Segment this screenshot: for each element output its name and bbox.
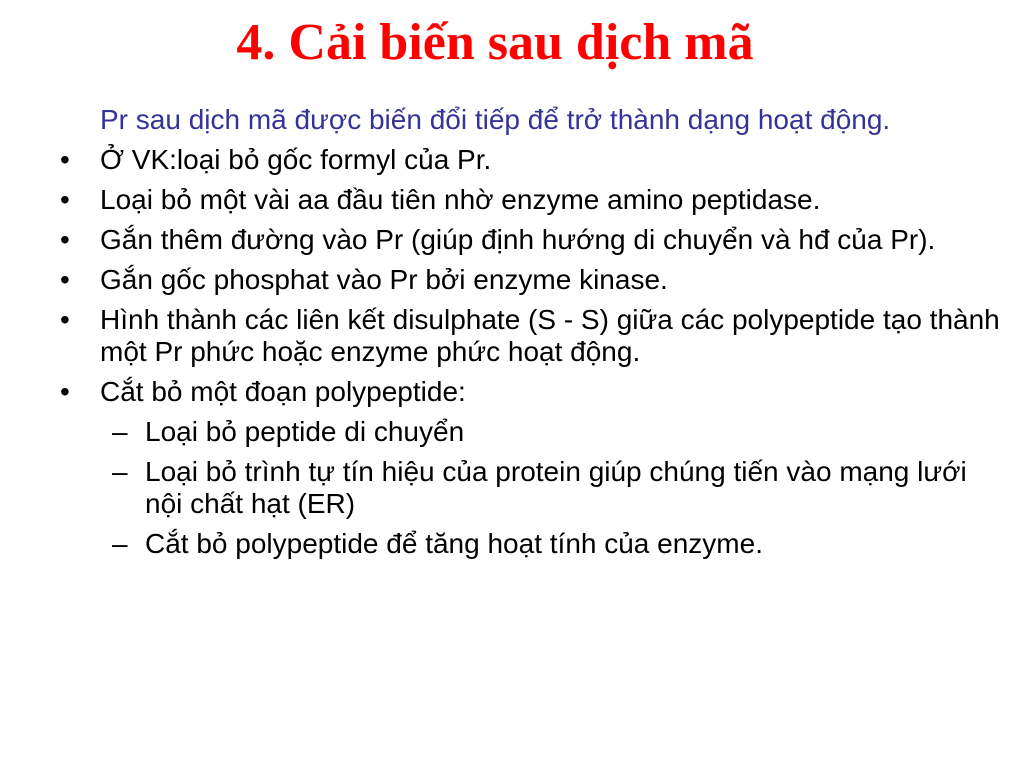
bullet-icon: • [60,304,70,335]
bullet-text: Gắn thêm đường vào Pr (giúp định hướng di chuyển và hđ của Pr). [100,224,936,255]
sub-bullet-item [100,528,1008,560]
bullet-text: Ở VK:loại bỏ gốc formyl của Pr. [100,144,492,175]
sub-bullet-item [100,456,1008,520]
intro-text: Pr sau dịch mã được biến đổi tiếp để trở thành dạng hoạt động. [100,104,891,135]
slide-title: 4. Cải biến sau dịch mã [236,14,754,71]
sub-bullet-text: Loại bỏ trình tự tín hiệu của protein giúp chúng tiến vào mạng lưới nội chất hạt (ER) [145,456,967,519]
bullet-item [58,376,1008,560]
bullet-list [58,144,1008,560]
bullet-icon: • [60,144,70,175]
bullet-text: Loại bỏ một vài aa đầu tiên nhờ enzyme amino peptidase. [100,184,821,215]
sub-bullet-item [100,416,1008,448]
dash-icon: – [112,416,128,447]
bullet-icon: • [60,264,70,295]
bullet-icon: • [60,184,70,215]
sub-bullet-text: Cắt bỏ polypeptide để tăng hoạt tính của enzyme. [145,528,763,559]
sub-bullet-text: Loại bỏ peptide di chuyển [145,416,465,447]
bullet-item [58,264,1008,296]
bullet-text: Hình thành các liên kết disulphate (S - S) giữa các polypeptide tạo thành một Pr phức hoặc enzyme phức hoạt động. [100,304,1000,367]
bullet-item [58,304,1008,368]
bullet-item [58,184,1008,216]
bullet-icon: • [60,376,70,407]
slide-body [58,104,1008,568]
dash-icon: – [112,456,128,487]
bullet-text: Cắt bỏ một đoạn polypeptide: [100,376,466,407]
bullet-icon: • [60,224,70,255]
bullet-item [58,224,1008,256]
bullet-text: Gắn gốc phosphat vào Pr bởi enzyme kinase. [100,264,668,295]
dash-icon: – [112,528,128,559]
bullet-item [58,144,1008,176]
sub-bullet-list [100,416,1008,560]
